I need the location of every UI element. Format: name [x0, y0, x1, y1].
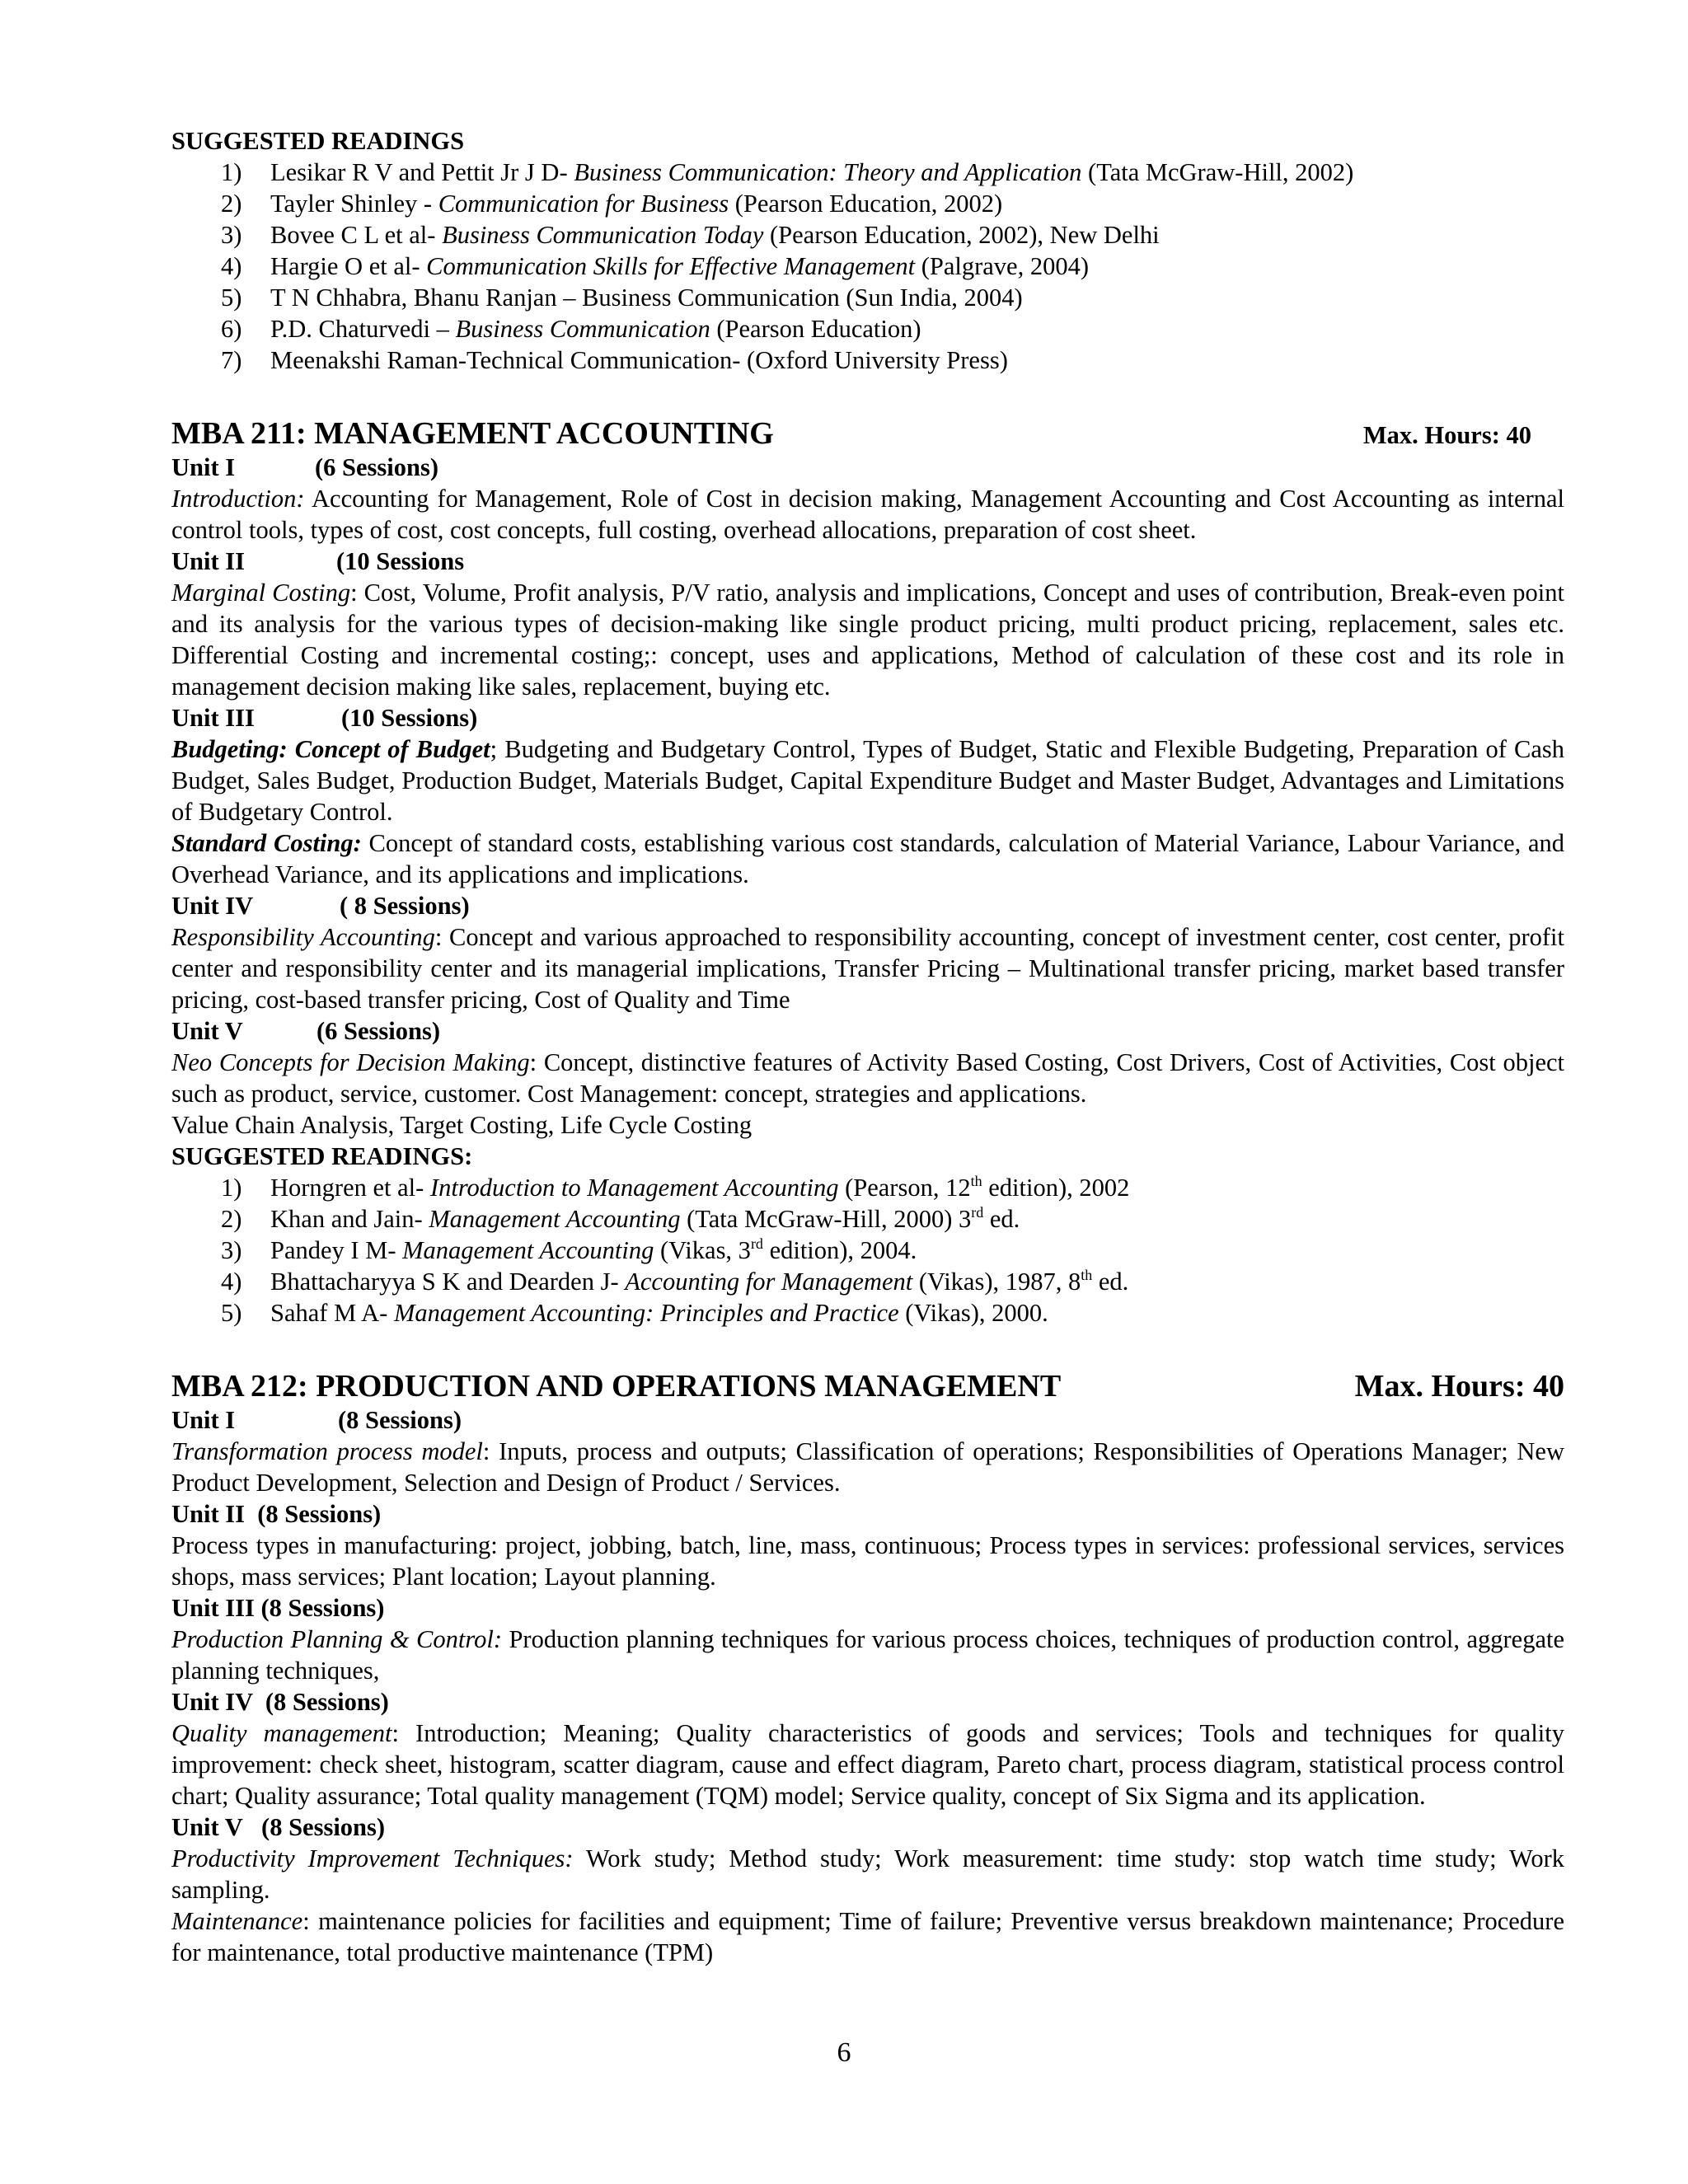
max-hours: Max. Hours: 40 [1354, 1369, 1564, 1404]
suggested-readings-heading: SUGGESTED READINGS: [171, 1142, 473, 1170]
unit-body: Budgeting: Concept of Budget; Budgeting and Budgetary Control, Types of Budget, Static and Flexible Budgeting, Preparation of Cash Budget, Sales Budget, Production Budget, Materials Budget, Capital Expenditure Budget and Master Budget, Advantages and Limitations of Budgetary Control. [171, 735, 1564, 826]
reading-item: 4) Bhattacharyya S K and Dearden J- Accounting for Management (Vikas), 1987, 8th ed. [221, 1267, 1129, 1296]
top-readings-list [171, 157, 1564, 376]
unit-body: Quality management: Introduction; Meaning; Quality characteristics of goods and services; Tools and techniques for quality improvement: check sheet, histogram, scatter diagram, cause and effect diagram, Pareto chart, process diagram, statistical process control chart; Quality assurance; Total quality management (TQM) model; Service quality, concept of Six Sigma and its application. [171, 1719, 1564, 1810]
reading-item: 7) Meenakshi Raman-Technical Communication- (Oxford University Press) [221, 346, 1008, 374]
unit-heading: Unit I (6 Sessions) [171, 453, 438, 481]
unit-heading: Unit II (10 Sessions [171, 547, 465, 575]
unit-body: Process types in manufacturing: project, jobbing, batch, line, mass, continuous; Process types in services: professional services, services shops, mass services; Plant location; Layout planning. [171, 1531, 1564, 1591]
reading-item: 3) Bovee C L et al- Business Communication Today (Pearson Education, 2002), New Delhi [221, 221, 1160, 249]
reading-item: 1) Horngren et al- Introduction to Management Accounting (Pearson, 12th edition), 2002 [221, 1173, 1130, 1202]
unit-heading: Unit II (8 Sessions) [171, 1500, 382, 1528]
unit-body: Standard Costing: Concept of standard costs, establishing various cost standards, calculation of Material Variance, Labour Variance, and Overhead Variance, and its applications and implications. [171, 829, 1564, 888]
unit-body: Responsibility Accounting: Concept and various approached to responsibility accounting, concept of investment center, cost center, profit center and responsibility center and its managerial implications, Transfer Pricing – Multinational transfer pricing, market based transfer pricing, cost-based transfer pricing, Cost of Quality and Time [171, 923, 1564, 1014]
course-heading-mba212 [171, 1368, 1564, 1404]
course-title: MBA 212: PRODUCTION AND OPERATIONS MANAGEMENT [171, 1369, 1062, 1404]
mba211-readings-list [171, 1172, 1564, 1329]
reading-item: 2) Tayler Shinley - Communication for Business (Pearson Education, 2002) [221, 190, 1003, 218]
unit-body: Marginal Costing: Cost, Volume, Profit analysis, P/V ratio, analysis and implications, Concept and uses of contribution, Break-even point and its analysis for the various types of decision-making like single product pricing, multi product pricing, replacement, sales etc. Differential Costing and incremental costing;: concept, uses and applications, Method of calculation of these cost and its role in management decision making like sales, replacement, buying etc. [171, 579, 1564, 701]
unit-body: Value Chain Analysis, Target Costing, Life Cycle Costing [171, 1111, 753, 1139]
reading-item: 2) Khan and Jain- Management Accounting (Tata McGraw-Hill, 2000) 3rd ed. [221, 1204, 1020, 1233]
unit-body: Maintenance: maintenance policies for facilities and equipment; Time of failure; Preventive versus breakdown maintenance; Procedure for maintenance, total productive maintenance (TPM) [171, 1907, 1564, 1966]
unit-heading: Unit V (8 Sessions) [171, 1813, 386, 1841]
unit-heading: Unit V (6 Sessions) [171, 1017, 440, 1045]
course-title: MBA 211: MANAGEMENT ACCOUNTING [171, 416, 774, 451]
reading-item: 5) Sahaf M A- Management Accounting: Principles and Practice (Vikas), 2000. [221, 1299, 1048, 1327]
reading-item: 6) P.D. Chaturvedi – Business Communication (Pearson Education) [221, 315, 921, 343]
unit-body: Production Planning & Control: Production planning techniques for various process choices, techniques of production control, aggregate planning techniques, [171, 1625, 1564, 1685]
unit-heading: Unit IV ( 8 Sessions) [171, 892, 470, 920]
page-number: 6 [837, 2037, 851, 2068]
unit-heading: Unit IV (8 Sessions) [171, 1688, 389, 1716]
max-hours: Max. Hours: 40 [1362, 421, 1531, 449]
reading-item: 5) T N Chhabra, Bhanu Ranjan – Business Communication (Sun India, 2004) [221, 284, 1023, 312]
unit-heading: Unit III (8 Sessions) [171, 1594, 385, 1622]
unit-body: Transformation process model: Inputs, process and outputs; Classification of operations; Responsibilities of Operations Manager; New Product Development, Selection and Design of Product / Services. [171, 1437, 1564, 1497]
unit-body: Introduction: Accounting for Management, Role of Cost in decision making, Management Accounting and Cost Accounting as internal control tools, types of cost, cost concepts, full costing, overhead allocations, preparation of cost sheet. [171, 485, 1564, 544]
unit-body: Neo Concepts for Decision Making: Concept, distinctive features of Activity Based Costing, Cost Drivers, Cost of Activities, Cost object such as product, service, customer. Cost Management: concept, strategies and applications. [171, 1048, 1564, 1108]
unit-body: Productivity Improvement Techniques: Work study; Method study; Work measurement: time study: stop watch time study; Work sampling. [171, 1844, 1564, 1904]
suggested-readings-heading: SUGGESTED READINGS [171, 127, 465, 155]
reading-item: 3) Pandey I M- Management Accounting (Vikas, 3rd edition), 2004. [221, 1235, 917, 1264]
course-heading-mba211 [171, 415, 1564, 452]
reading-item: 1) Lesikar R V and Pettit Jr J D- Business Communication: Theory and Application (Tata McGraw-Hill, 2002) [221, 158, 1354, 186]
unit-heading: Unit I (8 Sessions) [171, 1406, 462, 1434]
unit-heading: Unit III (10 Sessions) [171, 704, 478, 732]
reading-item: 4) Hargie O et al- Communication Skills for Effective Management (Palgrave, 2004) [221, 252, 1089, 280]
